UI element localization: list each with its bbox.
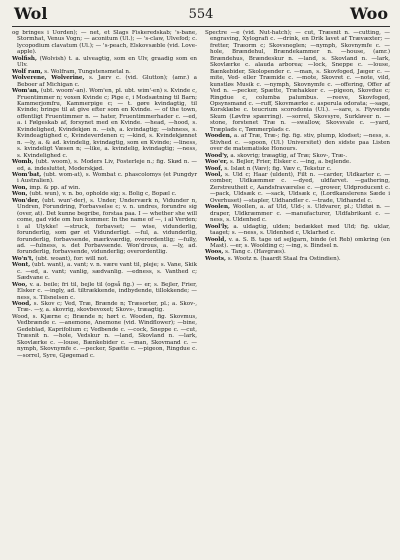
entry-definition: s. Bejler, Frier, Elsker c. —ing, a. bejlende. (229, 159, 351, 166)
entry-headword: Wom'bat, (12, 171, 42, 178)
entry-definition: (Wolvish) t. a. ulveagtig, som en Ulv, graadig som en Ulv. (17, 55, 197, 69)
entry-definition: a. uldagtig, ulden; bedækket med Uld; fig. uklar, taaget; s. —ness, s. Uldenhed c, Uklarhed c. (210, 223, 391, 237)
entry-headword: Wont, (12, 262, 31, 269)
right-column (205, 30, 390, 359)
dictionary-entry (12, 56, 197, 69)
entry-definition: Spectre —e (vid. Nut-hatch); — cut, Træsnit n. —cutting, —engraving, Xylografi c. —drink, en Drik lavet af Trævæxter; — fretter, Træorm c; Skovsneglen; —nymph, Skovnymfe c. —hole, Brændehul, Brændekammer n. —house, (amr.) Brændehus, Brændeskur n. —land, s. Skovland n. —lark, Skovlærke c. alauda arborea; —lock, Sneppe c. —louse, Bænkebider, Skolopender c. —man, s. Skovfoged, Jæger c. —mite, Ved- eller Træmide c. —mote, Skovret c. —note, vild, kunstløs Musik c. —nymph, Skovnymfe c. —offering, Offer af Ved n. —pecker, Spætte, Træhakker c. —pigeon, Skovdue c; Ringdue c, columba palumbus. —reeve, Skovfoged, Opsynsmand c. —ruff, Skovmærke c. asperula odorata; —sage, Korsklæbe c. teucrium scorodonia (Ul.). —sare, s. Flyvende Skum (Løvfrø spærring). —sorrel, Skovsyre, Surkløver n. —stone, forstenet Træ n. —swallow, Skovsvale c. —yard, Træplads c, Tømmerplads c. (205, 30, 390, 133)
dictionary-entry (205, 204, 390, 223)
dictionary-entry (12, 30, 197, 56)
entry-headword: Won'der, (12, 197, 40, 204)
entry-definition: s. Wootz n. (haardt Staal fra Ostindien). (227, 255, 341, 262)
dictionary-entry (205, 133, 390, 152)
entry-headword: Wood, (12, 301, 32, 308)
entry-definition: (ubt. wun'-der), s. Under, Underværk n, Vidunder n, Undren, Forundring, Forbavselse c; v. n. undres, forundre sig (over, at). Det kunne begribe, forstaa paa. I — whether she will come, gad vide om hun kommer. In the name of —, i al Verden; i al Ulykke! —struck, forbavset; — wise, vidunderlig, forunderlig, som gør et Vidunderligt. —ful, a. vidunderlig, forunderlig, forbavsende, mærkværdig, overordentlig; —fully, ad. —fulness, s. det Forbavsende. Won'drous, a. —ly, ad. forunderlig, forbavsende, vidunderlig; overordentlig. (17, 197, 197, 256)
right-guide-word: Woo (349, 4, 388, 23)
entry-definition: a. skovrig; træagtig, af Træ; Skov-, Træ-. (230, 152, 348, 159)
dictionary-entry (12, 198, 197, 256)
dictionary-entry (205, 224, 390, 237)
entry-headword: Wolfish, (12, 55, 37, 62)
entry-headword: Won, (12, 191, 28, 198)
entry-definition: s. Islæt n (Væv); fig. Væv c, Tekstur c. (224, 165, 332, 172)
dictionary-entry (12, 88, 197, 159)
entry-definition: Wood, s. Kjærne c; Brænde n; hørt c. Wooden, fig. Skovmus, Vedbrænde c. —anemone, Anemone (vid. Windflower); —bine, Gedeblad, Kaprifolium c; Vedbende c. —cock, Sneppe c. —cut, Træsnit n. —hole, Vedskur n. —land, Skovland n. —lark, Skovlærke c. —louse, Bænkebider c. —man, Skovmand c. —nymph, Skovnymfe c. —pecker, Spætte c. —pigeon, Ringdue c. —sorrel, Syre, Gjøgemad c. (12, 313, 197, 359)
entry-headword: Woold, (205, 236, 227, 243)
entry-definition: imp. & pp. af win. (29, 184, 81, 191)
dictionary-entry (205, 256, 390, 262)
entry-headword: Won, (12, 184, 28, 191)
entry-definition: s. Tang c. (Havgræs). (225, 249, 286, 256)
entry-headword: Wo'n't, (12, 255, 34, 262)
entry-headword: Woo'er, (205, 159, 229, 166)
entry-headword: Wool, (205, 171, 223, 178)
entry-headword: Wolf ram, (12, 68, 43, 75)
dictionary-entry (205, 172, 390, 204)
entry-definition: (ubt. woom), s. Moders Liv, Fosterleje n.; fig. Skød n. —ed, a. indesluttet, Moderskjød. (17, 159, 198, 172)
entry-definition: s. Uld c; Haar (uldent), Filt n. —carder, Uldkarter c. —comber, Uldkæmmer c. —dyed, uldfarvet. —gathering, Zerstreutheit c, Aandsfraværelse c. —grower, Uldproducent c. —pack, Uldsæk c. —sack, Uldsæk c, (Lordkanslerens Sæde i Overhuset) —stapler, Uldhandler c. —trade, Uldhandel c. (210, 171, 390, 204)
entry-headword: Woof, (205, 165, 223, 172)
dictionary-entry (205, 30, 390, 133)
dictionary-entry (12, 75, 197, 88)
entry-definition: s. Skov c; Ved, Træ, Brænde n; Træsorter, pl.; a. Skov-, Træ-. —y, a. skovrig, skovbevoxet; Skovs-, træagtig. (17, 301, 198, 314)
entry-definition: v. a. beile; fri til, bejle til (også fig.) — er, s. Bejler, Frier, Elsker c. —ingly, ad. tiltrækkende, indbydende, tillokkende; —ness, s. Tilsnelsen c. (17, 281, 197, 301)
dictionary-entry (12, 159, 197, 172)
entry-definition: (ubt. woom'-an). Wom'en, pl. ubt. wim'-en) s. Kvinde c, Fruentimmer n; voxen Kvinde c; Pige c, i Modsætning til Barn; Kammerjomfru, Kammerpige c; — t. gøre kvindagtig, til Kvinde; bringe til at give efter som en Kvinde. — of the town, offentligt Fruentimmer n. — hater, Fruentimmerhader c. —ed, a. i Følgeskab af, forsynet med en Kvinde. —head, —hood, s. Kvindelighed, Kvindekjøn n. —ish, a. kvindagtig; —ishness, s. Kvindeagtighed c, Kvindeverdenen c; —kind, s. Kvindekjønnet n. —ly, a. & ad. kvindelig, kvindagtig, som en Kvinde; —liness, s. kvindeligt Væsen n; —like, a. kvindelig, kvindagtig; —ness, s. Kvindelighed c. (17, 88, 197, 159)
entry-headword: Wool'ly, (205, 223, 229, 230)
entry-headword: Wooden, (205, 133, 232, 140)
entry-definition: s. Jærv c. (vid. Glutton); (amr.) a Beboer af Michigan c. (17, 75, 198, 88)
dictionary-entry (12, 172, 197, 185)
entry-headword: Woo, (12, 281, 28, 288)
entry-definition: (ubt. woant), for: will not. (35, 255, 109, 262)
entry-headword: Wood'y, (205, 152, 229, 159)
dictionary-entry (12, 314, 197, 359)
entry-definition: a. af Træ, Træ-; fig. fig. stiv, plump, klodset; —ness, s. Stivhed c. —spoon, (Ul.) Universitet) den sidste paa Listen over de matematiske Honours. (210, 133, 391, 153)
entry-headword: Womb, (12, 159, 34, 166)
page-header (12, 0, 390, 27)
entry-headword: Woolen, (205, 204, 230, 211)
dictionary-entry (12, 262, 197, 281)
dictionary-entry (205, 237, 390, 250)
entry-definition: (ubt. want), a. vant; v. n. være vant til, pleje; s. Vane, Skik c. —ed, a. vant; vanlig, sædvanlig. —edness, s. Vanthed c; Sædvane c. (17, 262, 197, 282)
dictionary-entry (12, 282, 197, 301)
entry-definition: Woollen, a. af Uld, Uld-; s. Uldvarer, pl.; Uldtøi n. —draper, Uldkræmmer c. —manufacturer, Uldfabrikant c. —ness, s. Uldenhed c. (210, 204, 390, 224)
page-number: 554 (188, 7, 214, 22)
entry-definition: (ubt. wom-at), s. Wombat c. phascolomys (et Pungdyr i Australien). (17, 171, 197, 185)
entry-definition: v. a. S. B. tage ud sejlgarn, binde (et Reb) omkring (en Mast). —er, s. Woolding c; —ing, s. Bindsel n. (210, 236, 390, 249)
dictionary-entry (12, 301, 197, 314)
entry-headword: Woos, (205, 249, 224, 256)
entry-definition: s. Wolfram, Tungstensmetal n. (44, 68, 131, 75)
entry-definition: og bringes i Uorden); — net, et Slags Fiskeredskab; 's-bane, Stormhat, Venus Vogn; — aconitum (Ul.); — 's-claw, Ulvefod; c. lycopodium clavatum (Ul.); — 's-peach, Elskovsæble (vid. Love-apple). (12, 30, 197, 56)
entry-definition: (ubt. wun), v. n. bo, opholde sig; s. Bolig c, Bopæl c. (29, 191, 177, 198)
entry-headword: Woots, (205, 255, 226, 262)
entry-headword: Wolverene, Wolverine, (12, 75, 85, 82)
left-column (12, 30, 197, 359)
entry-headword: Wom'an, (12, 88, 39, 95)
left-guide-word: Wol (14, 4, 48, 23)
columns (12, 30, 390, 359)
